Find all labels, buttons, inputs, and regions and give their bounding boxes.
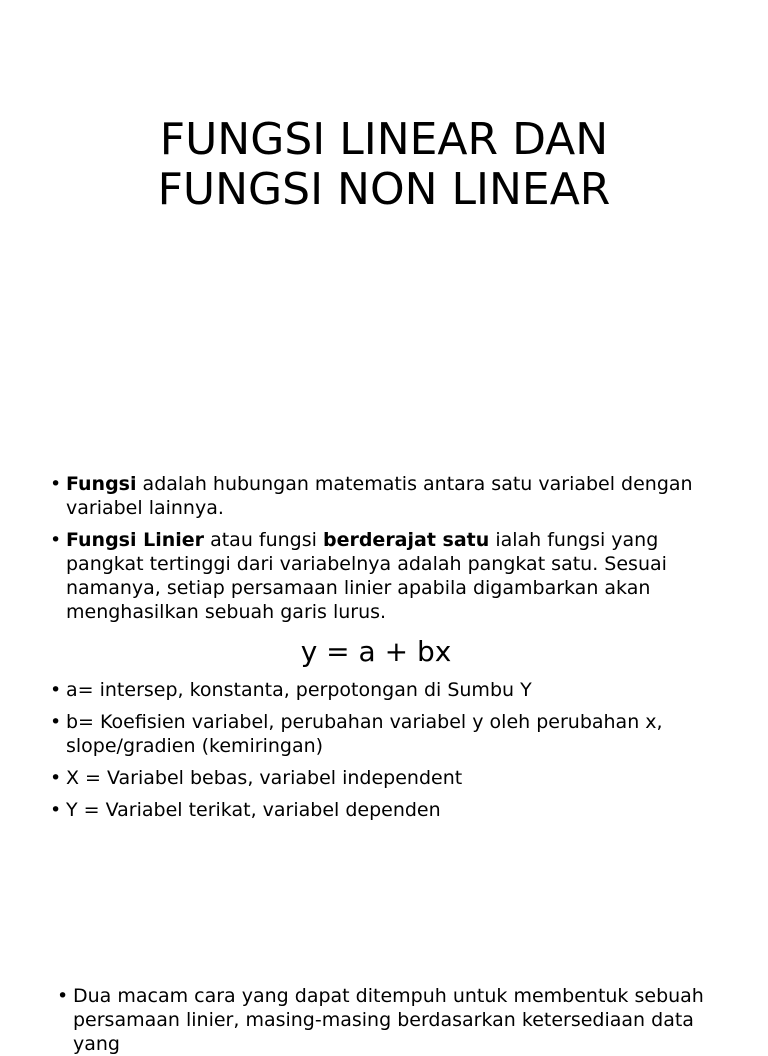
def-y: • Y = Variabel terikat, variabel dependen bbox=[50, 798, 720, 822]
bullet-fungsi-linier bbox=[50, 528, 720, 624]
slide-title bbox=[0, 115, 768, 215]
bullet-fungsi-bold: Fungsi bbox=[66, 473, 137, 495]
linear-formula: y = a + bx bbox=[300, 635, 452, 668]
definition-list bbox=[50, 472, 720, 632]
def-a: • a= intersep, konstanta, perpotongan di Sumbu Y bbox=[50, 678, 720, 702]
title-line-2: FUNGSI NON LINEAR bbox=[157, 164, 611, 215]
def-b: • b= Koefisien variabel, perubahan variabel y oleh perubahan x, slope/gradien (kemiringan) bbox=[50, 710, 720, 758]
bullet-dua-macam-cara: • Dua macam cara yang dapat ditempuh untuk membentuk sebuah persamaan linier, masing-masing berdasarkan ketersediaan data yang bbox=[57, 984, 737, 1056]
def-x: • X = Variabel bebas, variabel independent bbox=[50, 766, 720, 790]
definition-slide bbox=[0, 468, 768, 948]
title-slide bbox=[0, 0, 768, 445]
title-line-1: FUNGSI LINEAR DAN bbox=[159, 114, 609, 165]
bullet-fungsi-linier-text2: ialah fungsi yang pangkat tertinggi dari variabelnya adalah pangkat satu. Sesuai namanya, setiap persamaan linier apabila digambarkan akan menghasilkan sebuah garis lurus. bbox=[66, 529, 667, 623]
methods-list bbox=[57, 984, 737, 1056]
bullet-fungsi-text: adalah hubungan matematis antara satu variabel dengan variabel lainnya. bbox=[66, 473, 693, 519]
methods-slide bbox=[0, 982, 768, 1055]
bullet-berderajat-satu-bold: berderajat satu bbox=[322, 529, 490, 551]
variable-definitions-list bbox=[50, 678, 720, 830]
bullet-fungsi-linier-bold: Fungsi Linier bbox=[66, 529, 205, 551]
bullet-fungsi bbox=[50, 472, 720, 520]
bullet-fungsi-linier-text1: atau fungsi bbox=[204, 529, 323, 551]
